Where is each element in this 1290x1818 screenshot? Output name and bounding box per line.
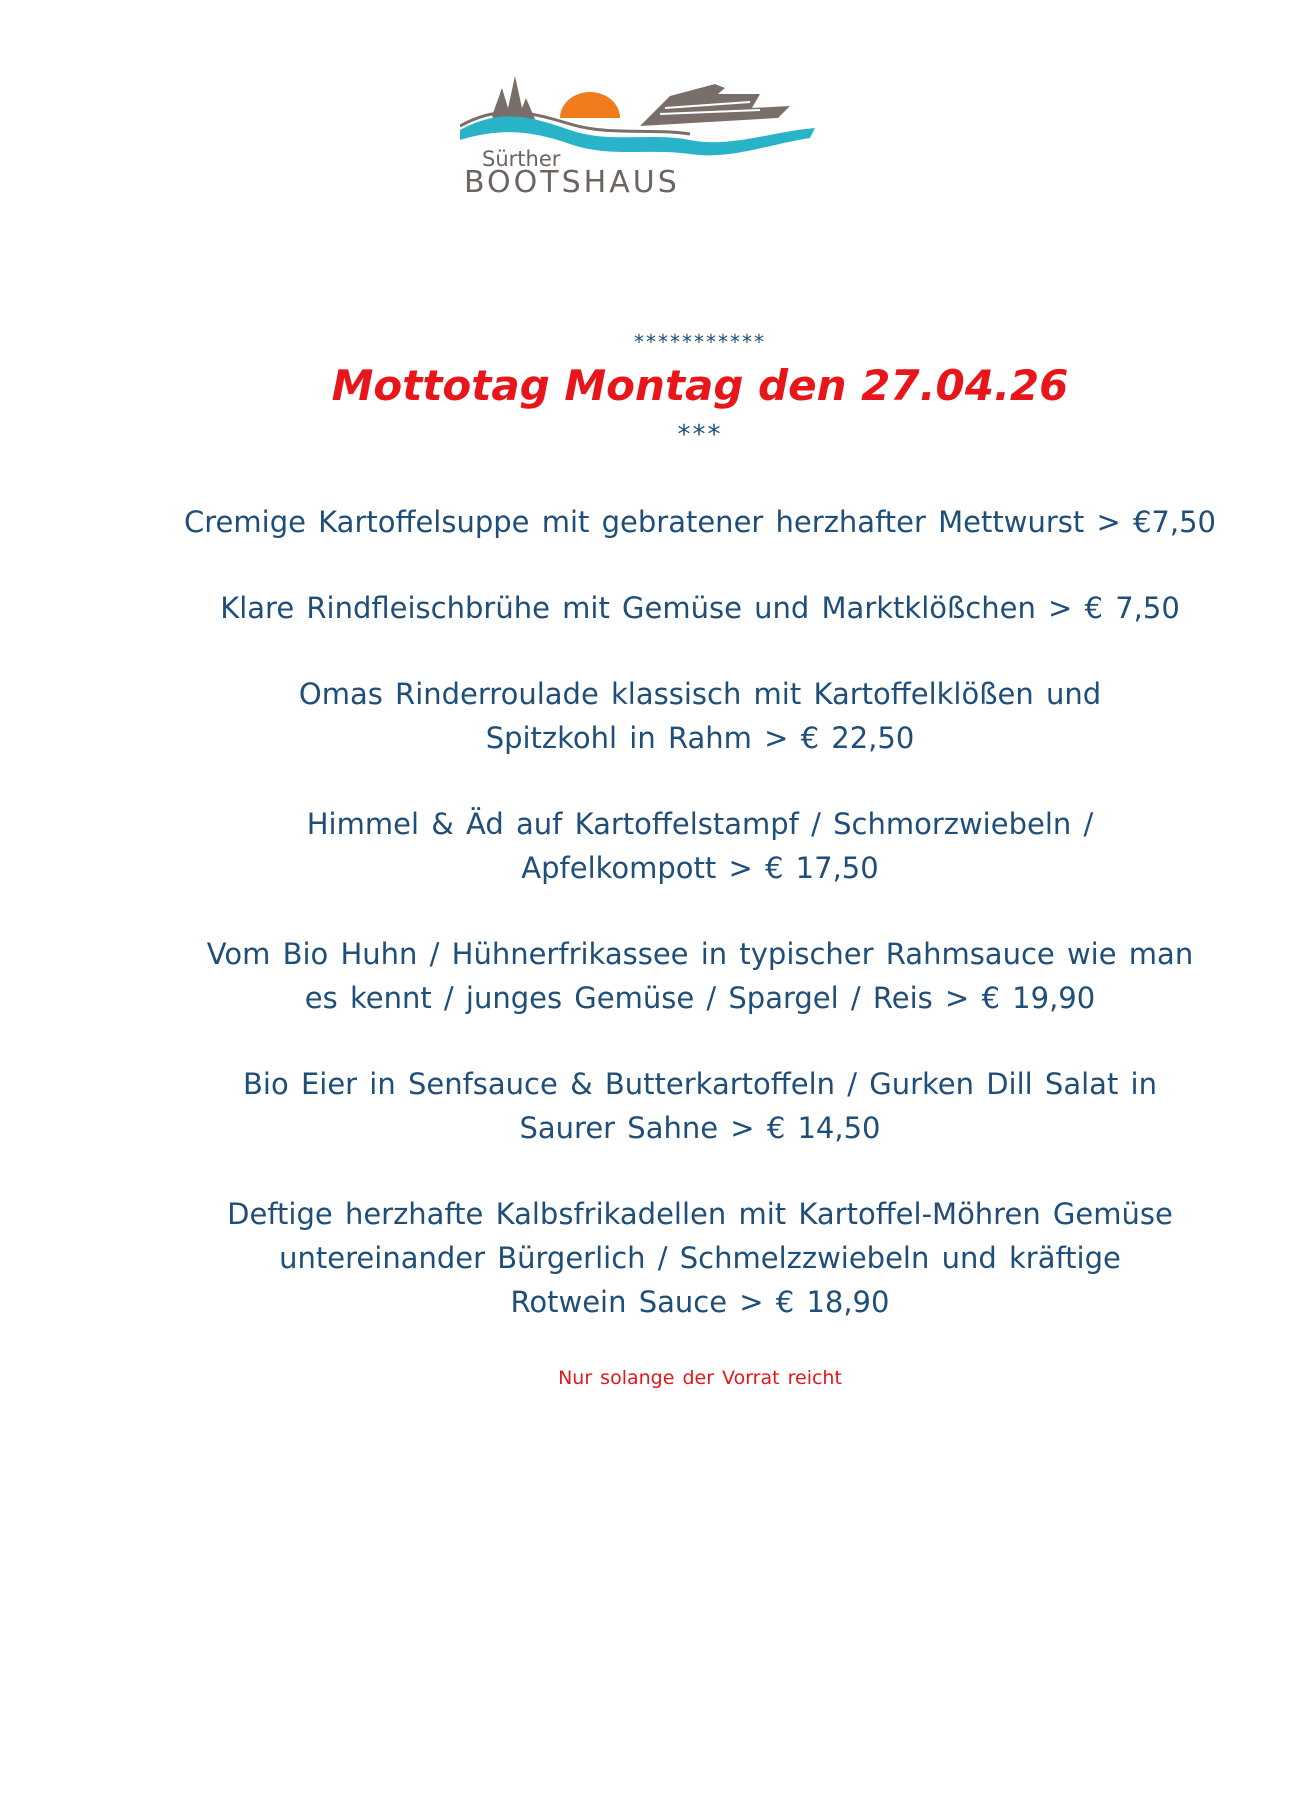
page-title: Mottotag Montag den 27.04.26 [331, 361, 1069, 410]
menu-item-line: Klare Rindfleischbrühe mit Gemüse und Marktklößchen > € 7,50 [220, 591, 1180, 625]
menu-item [120, 586, 1280, 630]
menu-item-line: Saurer Sahne > € 14,50 [519, 1111, 881, 1145]
menu-item [120, 1192, 1280, 1324]
menu-item-line: Apfelkompott > € 17,50 [521, 851, 879, 885]
menu-item-line: Cremige Kartoffelsuppe mit gebratener herzhafter Mettwurst > €7,50 [184, 505, 1216, 539]
logo-graphic [460, 68, 820, 198]
availability-note: Nur solange der Vorrat reicht [558, 1367, 842, 1389]
sun-icon [560, 92, 620, 118]
decorative-stars-top: *********** [634, 330, 766, 354]
menu-item-line: Bio Eier in Senfsauce & Butterkartoffeln / Gurken Dill Salat in [243, 1067, 1157, 1101]
logo-line-1: Sürther [482, 147, 561, 171]
decorative-stars-mid: *** [677, 420, 723, 450]
menu-item [120, 1062, 1280, 1150]
menu-item [120, 672, 1280, 760]
menu-item-line: Vom Bio Huhn / Hühnerfrikassee in typischer Rahmsauce wie man [206, 937, 1194, 971]
menu-item [120, 932, 1280, 1020]
menu-item-line: Omas Rinderroulade klassisch mit Kartoffelklößen und [298, 677, 1102, 711]
menu-item [120, 500, 1280, 544]
logo-line-2: BOOTSHAUS [464, 165, 680, 198]
menu-item-line: Rotwein Sauce > € 18,90 [510, 1285, 890, 1319]
menu-item-line: es kennt / junges Gemüse / Spargel / Reis > € 19,90 [304, 981, 1096, 1015]
menu-item [120, 802, 1280, 890]
menu-page [120, 330, 1280, 1409]
menu-item-line: Deftige herzhafte Kalbsfrikadellen mit Kartoffel-Möhren Gemüse [227, 1197, 1173, 1231]
menu-item-line: Himmel & Äd auf Kartoffelstampf / Schmorzwiebeln / [306, 807, 1094, 841]
menu-item-line: untereinander Bürgerlich / Schmelzzwiebeln und kräftige [279, 1241, 1121, 1275]
menu-item-line: Spitzkohl in Rahm > € 22,50 [485, 721, 915, 755]
menu-list [120, 500, 1280, 1324]
sürther-bootshaus-logo [460, 68, 820, 198]
